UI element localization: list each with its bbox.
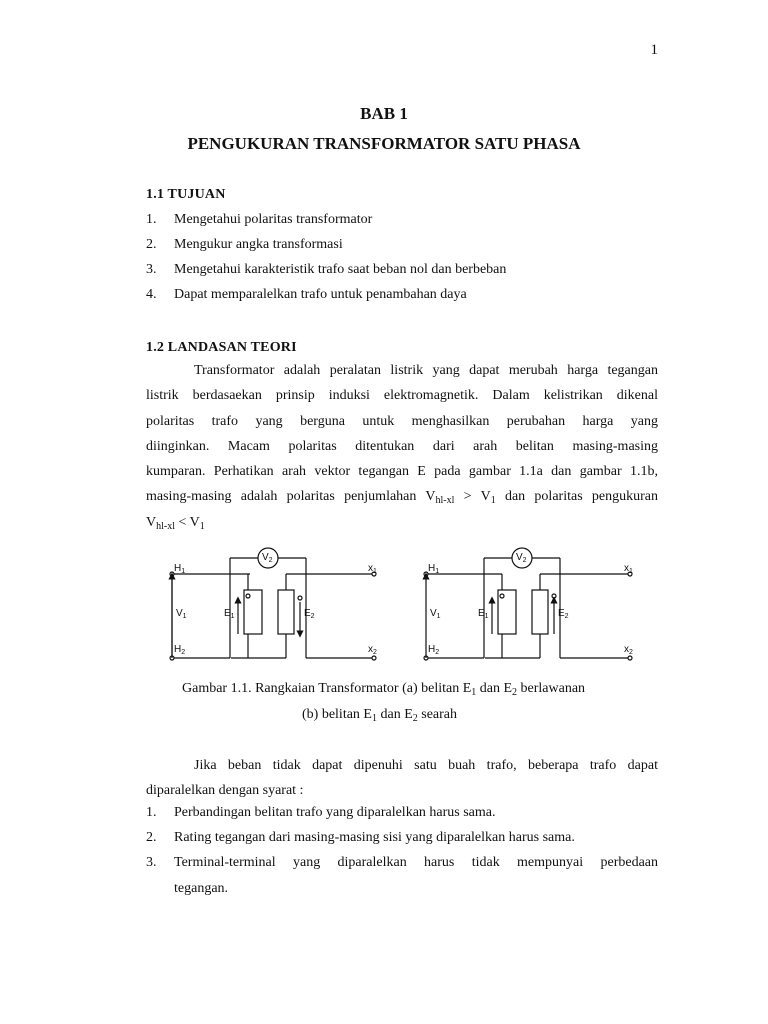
circuit-b — [424, 548, 632, 660]
e2-label: $E_2$ — [558, 608, 569, 620]
h1-label: $H_1$ — [428, 563, 440, 575]
section-heading-tujuan: 1.1 TUJUAN — [146, 187, 226, 202]
v1-label: $V_1$ — [176, 608, 187, 620]
list-item: 3. Terminal-terminal yang diparalelkan harus tidak mempunyai perbedaan — [146, 855, 658, 870]
section-heading-landasan-teori: 1.2 LANDASAN TEORI — [146, 340, 297, 355]
transformer-circuit-figure — [0, 540, 768, 680]
x1-label: $x_1$ — [368, 563, 377, 575]
x2-label: $x_2$ — [624, 644, 633, 656]
page-number: 1 — [650, 42, 658, 58]
circuit-b-labels — [428, 552, 633, 656]
list-item: 1. Perbandingan belitan trafo yang diparalelkan harus sama. — [146, 805, 496, 820]
parallel-paragraph: Jika beban tidak dapat dipenuhi satu buah trafo, beberapa trafo dapat diparalelkan dengan syarat : — [146, 758, 658, 799]
figure-caption-line2: (b) belitan $E_1$ dan $E_2$ searah — [302, 707, 458, 724]
x1-label: $x_1$ — [624, 563, 633, 575]
circuit-a-labels — [174, 552, 377, 656]
h1-label: $H_1$ — [174, 563, 186, 575]
h2-label: $H_2$ — [428, 644, 440, 656]
circuit-a — [170, 548, 376, 660]
list-item-continuation: tegangan. — [174, 881, 229, 896]
list-item: 1. Mengetahui polaritas transformator — [146, 212, 373, 227]
list-item: 4. Dapat memparalelkan trafo untuk penambahan daya — [146, 287, 467, 302]
v2-label: $V_2$ — [516, 552, 527, 564]
e2-label: $E_2$ — [304, 608, 315, 620]
x2-label: $x_2$ — [368, 644, 377, 656]
theory-paragraph: Transformator adalah peralatan listrik yang dapat merubah harga tegangan listrik berdasaekan prinsip induksi elektromagnetik. Dalam kelistrikan dikenal polaritas trafo yang berguna untuk menghasilkan perubahan harga yang diinginkan. Macam polaritas ditentukan dari arah belitan masing-masing kumparan. Perhatikan arah vektor tegangan E pada gambar 1.1a dan gambar 1.1b, masing-masing adalah polaritas penjumlahan $V_{hl-xl} > V_1$ dan polaritas pengukuran $V_{hl-xl} < V_1$ — [146, 363, 658, 532]
v1-label: $V_1$ — [430, 608, 441, 620]
chapter-title: PENGUKURAN TRANSFORMATOR SATU PHASA — [187, 134, 581, 153]
figure-caption-line1: Gambar 1.1. Rangkaian Transformator (a) belitan $E_1$ dan $E_2$ berlawanan — [182, 681, 586, 698]
list-item: 2. Mengukur angka transformasi — [146, 237, 343, 252]
v2-label: $V_2$ — [262, 552, 273, 564]
chapter-label: BAB 1 — [360, 104, 408, 123]
e1-label: $E_1$ — [478, 608, 489, 620]
h2-label: $H_2$ — [174, 644, 186, 656]
list-item: 2. Rating tegangan dari masing-masing sisi yang diparalelkan harus sama. — [146, 830, 575, 845]
e1-label: $E_1$ — [224, 608, 235, 620]
list-item: 3. Mengetahui karakteristik trafo saat beban nol dan berbeban — [146, 262, 507, 277]
